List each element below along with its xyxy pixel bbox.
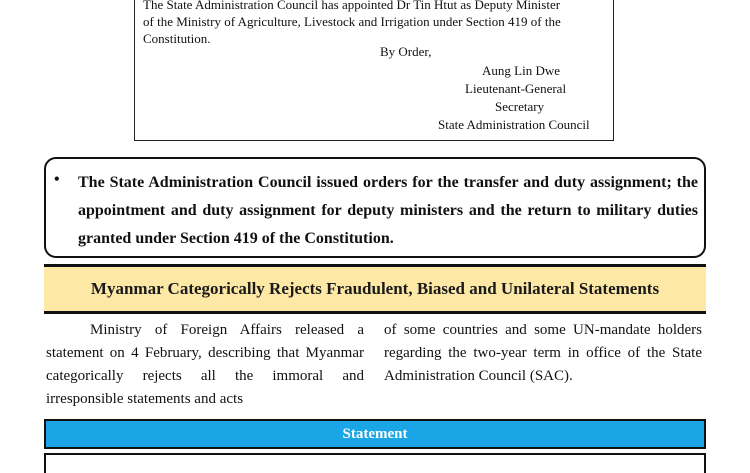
highlight-text: The State Administration Council issued orders for the transfer and duty assignment; the appointment and duty assignment for deputy ministers and the return to military duties granted under Section 419 of the Constitution.: [78, 174, 698, 247]
notice-box: [134, 0, 614, 141]
signatory-name: Aung Lin Dwe: [482, 63, 560, 78]
statement-content-box: [44, 453, 706, 473]
notice-line-3: Constitution.: [143, 31, 211, 46]
headline-bar: [44, 264, 706, 314]
article-column-left: Ministry of Foreign Affairs released a statement on 4 February, describing that Myanmar categorically rejects all the immoral and irresponsible statements and acts: [46, 322, 364, 407]
notice-text: [143, 0, 608, 47]
article-column-right: of some countries and some UN-mandate holders regarding the two-year term in office of the State Administration Council (SAC).: [384, 322, 702, 384]
statement-label: Statement: [342, 426, 408, 442]
statement-bar: [44, 419, 706, 449]
notice-line-2: of the Ministry of Agriculture, Livestock and Irrigation under Section 419 of the: [143, 14, 561, 29]
highlight-box: [44, 157, 706, 258]
signatory-body: State Administration Council: [438, 117, 590, 132]
signatory-title: Secretary: [495, 99, 545, 114]
article-headline: Myanmar Categorically Rejects Fraudulent, Biased and Unilateral Statements: [90, 279, 660, 298]
notice-line-1: The State Administration Council has appointed Dr Tin Htut as Deputy Minister: [143, 0, 561, 12]
by-order: By Order,: [380, 44, 432, 59]
bullet-icon: •: [54, 171, 60, 188]
signatory-rank: Lieutenant-General: [465, 81, 567, 96]
